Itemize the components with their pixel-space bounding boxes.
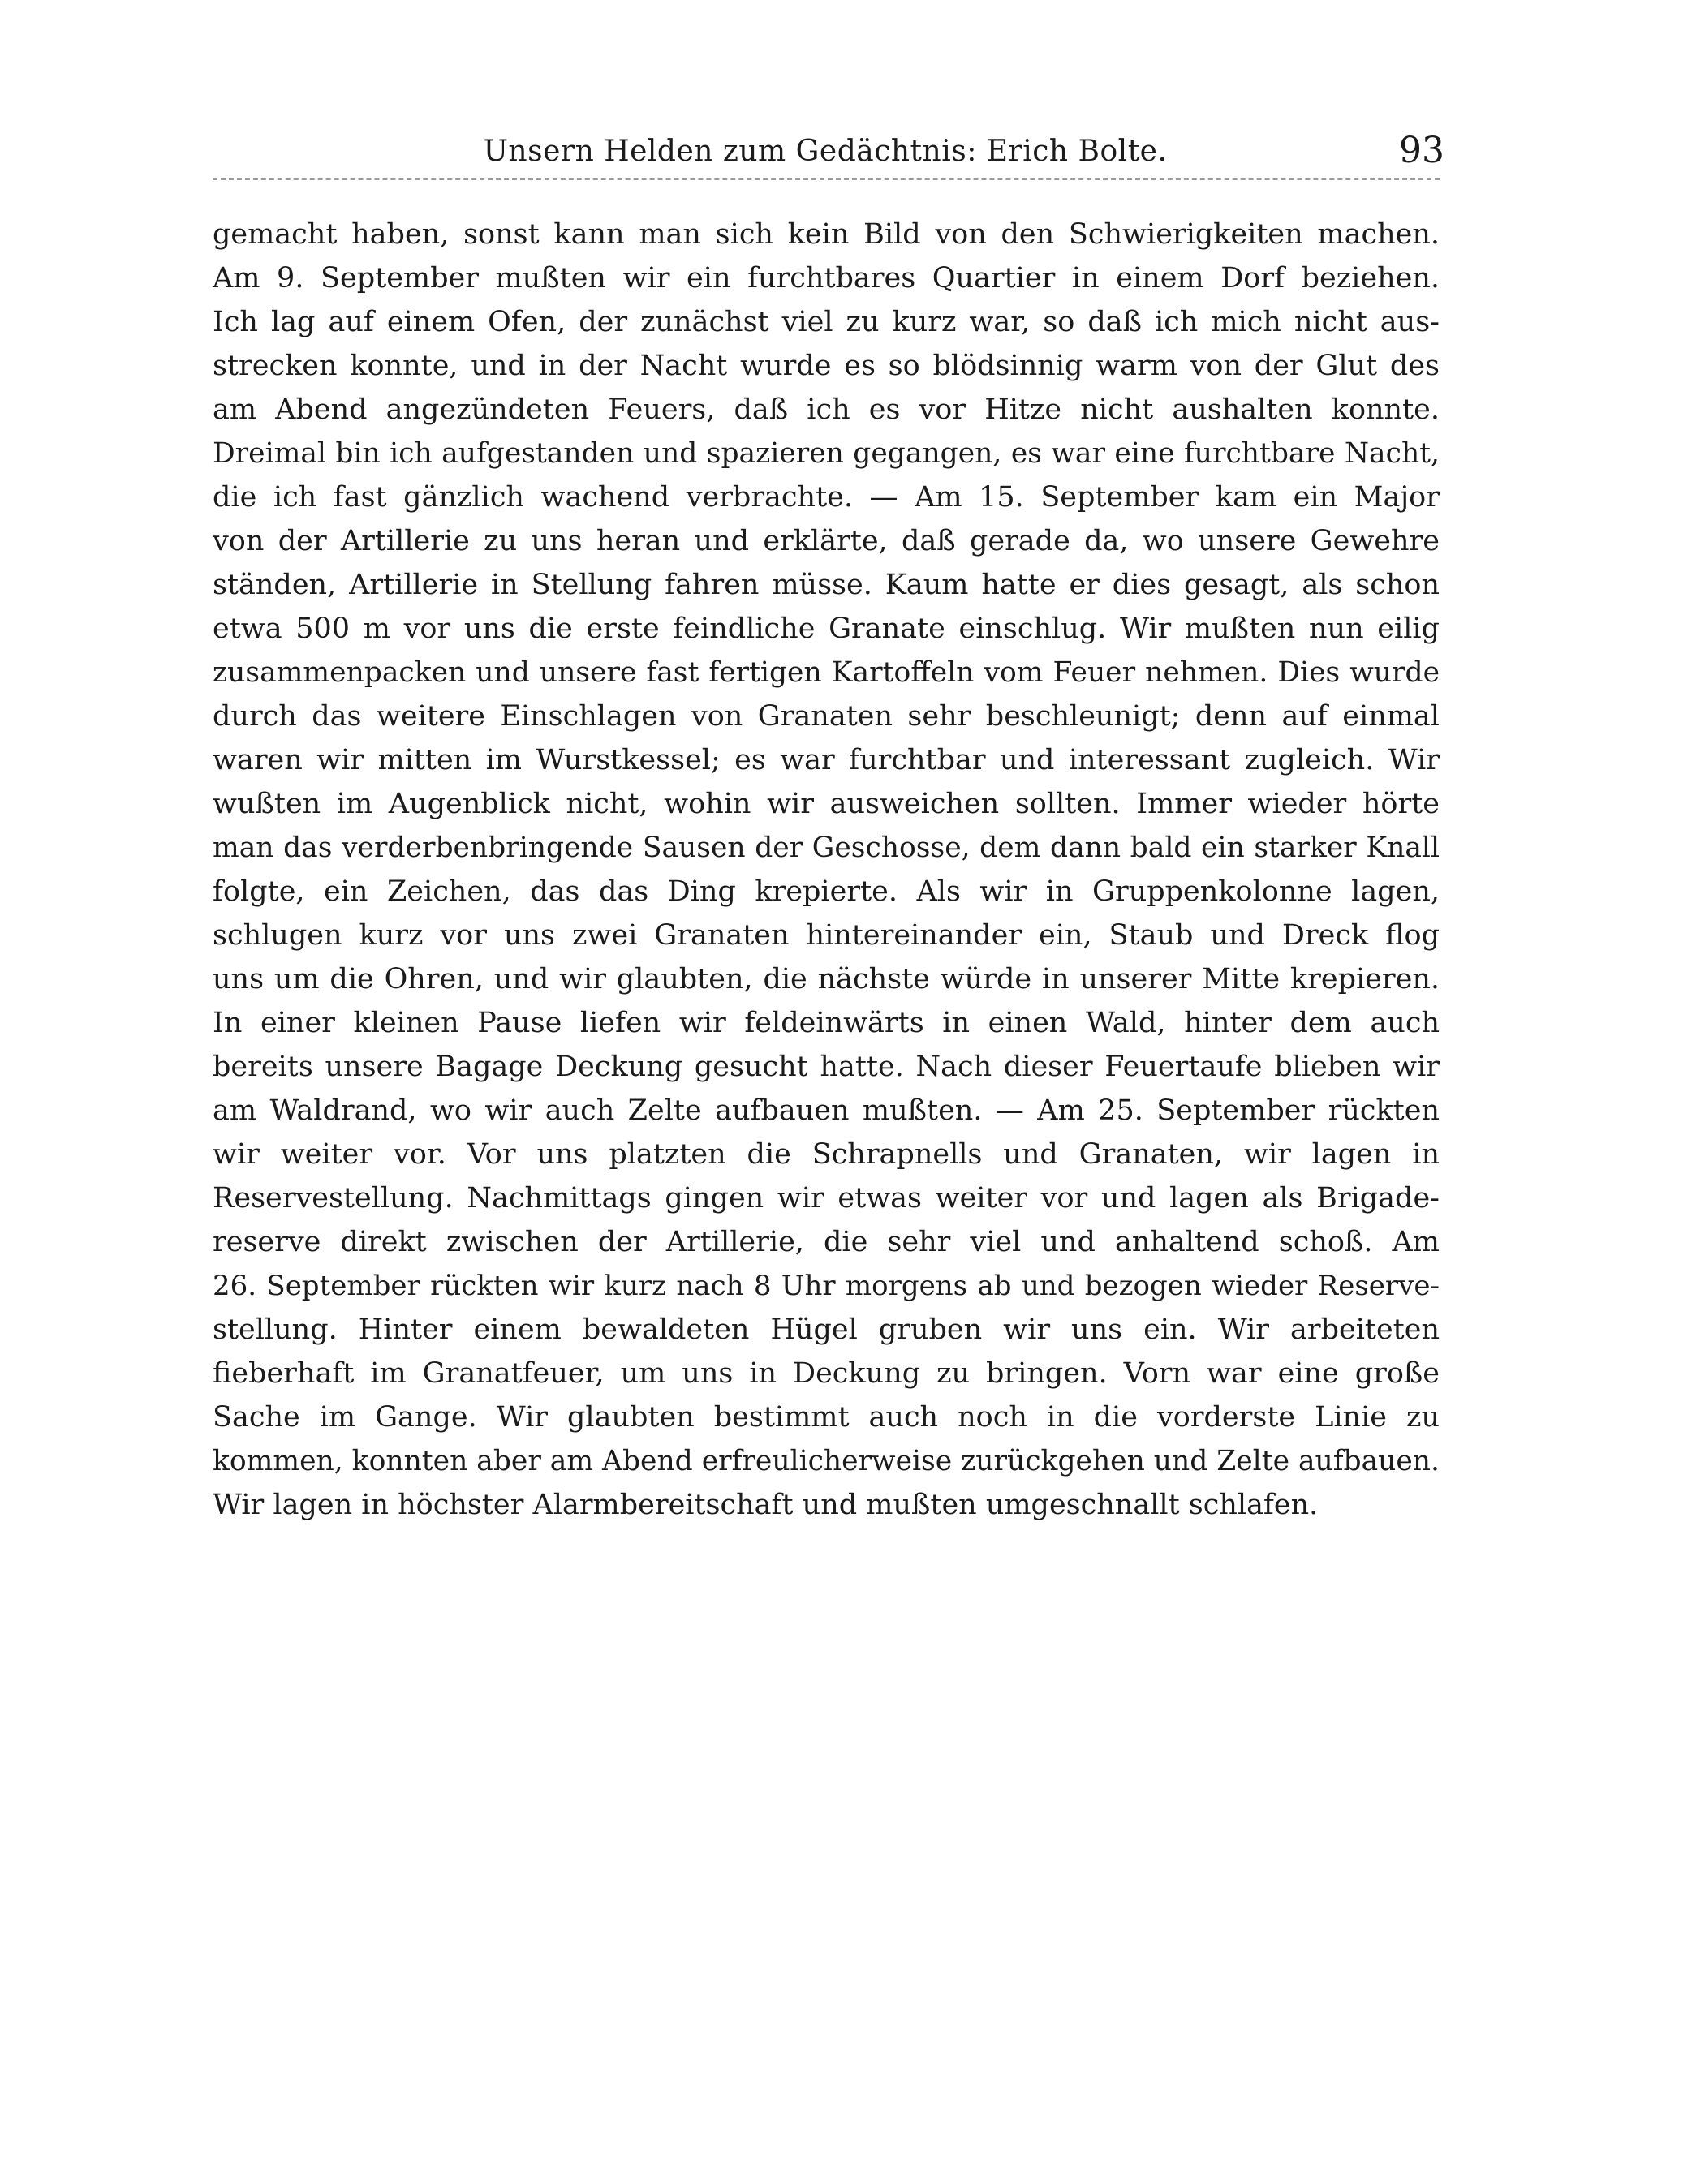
text-line-29: kommen, konnten aber am Abend erfreulicherweise zurückgehen und Zelte aufbauen.: [213, 1445, 1440, 1477]
text-line-30: Wir lagen in höchster Alarmbereitschaft und mußten umgeschnallt schlafen.: [213, 1489, 1319, 1521]
text-line-14: wußten im Augenblick nicht, wohin wir ausweichen sollten. Immer wieder hörte: [213, 788, 1440, 820]
text-line-17: schlugen kurz vor uns zwei Granaten hintereinander ein, Staub und Dreck flog: [213, 919, 1440, 952]
text-line-1: gemacht haben, sonst kann man sich kein Bild von den Schwierigkeiten machen.: [213, 218, 1440, 251]
text-line-3: Ich lag auf einem Ofen, der zunächst viel zu kurz war, so daß ich mich nicht aus-: [213, 306, 1440, 338]
text-line-6: Dreimal bin ich aufgestanden und spazieren gegangen, es war eine furchtbare Nacht,: [213, 437, 1440, 470]
text-line-24: reserve direkt zwischen der Artillerie, die sehr viel und anhaltend schoß. Am: [213, 1226, 1440, 1258]
text-line-5: am Abend angezündeten Feuers, daß ich es vor Hitze nicht aushalten konnte.: [213, 393, 1440, 426]
running-head: [213, 130, 1444, 178]
text-line-25: 26. September rückten wir kurz nach 8 Uhr morgens ab und bezogen wieder Reserve-: [213, 1270, 1440, 1302]
body-text: [213, 213, 1440, 1527]
text-line-12: durch das weitere Einschlagen von Granaten sehr beschleunigt; denn auf einmal: [213, 700, 1440, 733]
text-line-22: wir weiter vor. Vor uns platzten die Schrapnells und Granaten, wir lagen in: [213, 1138, 1440, 1171]
text-line-4: strecken konnte, und in der Nacht wurde es so blödsinnig warm von der Glut des: [213, 350, 1440, 382]
text-line-9: ständen, Artillerie in Stellung fahren müsse. Kaum hatte er dies gesagt, als schon: [213, 569, 1440, 601]
text-line-8: von der Artillerie zu uns heran und erklärte, daß gerade da, wo unsere Gewehre: [213, 525, 1440, 557]
text-line-10: etwa 500 m vor uns die erste feindliche Granate einschlug. Wir mußten nun eilig: [213, 613, 1440, 645]
text-line-20: bereits unsere Bagage Deckung gesucht hatte. Nach dieser Feuertaufe blieben wir: [213, 1051, 1440, 1083]
text-line-13: waren wir mitten im Wurstkessel; es war furchtbar und interessant zugleich. Wir: [213, 744, 1440, 776]
text-line-26: stellung. Hinter einem bewaldeten Hügel gruben wir uns ein. Wir arbeiteten: [213, 1313, 1440, 1346]
text-line-2: Am 9. September mußten wir ein furchtbares Quartier in einem Dorf beziehen.: [213, 262, 1440, 294]
text-line-18: uns um die Ohren, und wir glaubten, die nächste würde in unserer Mitte krepieren.: [213, 963, 1440, 995]
header-rule: [213, 178, 1440, 180]
text-line-23: Reservestellung. Nachmittags gingen wir etwas weiter vor und lagen als Brigade-: [213, 1182, 1440, 1215]
text-line-27: fieberhaft im Granatfeuer, um uns in Deckung zu bringen. Vorn war eine große: [213, 1357, 1440, 1390]
text-line-15: man das verderbenbringende Sausen der Geschosse, dem dann bald ein starker Knall: [213, 832, 1440, 864]
running-title: Unsern Helden zum Gedächtnis: Erich Bolte.: [483, 135, 1168, 168]
text-line-21: am Waldrand, wo wir auch Zelte aufbauen mußten. — Am 25. September rückten: [213, 1094, 1440, 1127]
text-line-19: In einer kleinen Pause liefen wir feldeinwärts in einen Wald, hinter dem auch: [213, 1007, 1440, 1039]
page-number: 93: [1399, 130, 1444, 171]
text-line-28: Sache im Gange. Wir glaubten bestimmt auch noch in die vorderste Linie zu: [213, 1401, 1440, 1434]
text-line-7: die ich fast gänzlich wachend verbrachte. — Am 15. September kam ein Major: [213, 481, 1440, 514]
text-line-16: folgte, ein Zeichen, das das Ding krepierte. Als wir in Gruppenkolonne lagen,: [213, 875, 1440, 908]
text-line-11: zusammenpacken und unsere fast fertigen Kartoffeln vom Feuer nehmen. Dies wurde: [213, 656, 1440, 689]
